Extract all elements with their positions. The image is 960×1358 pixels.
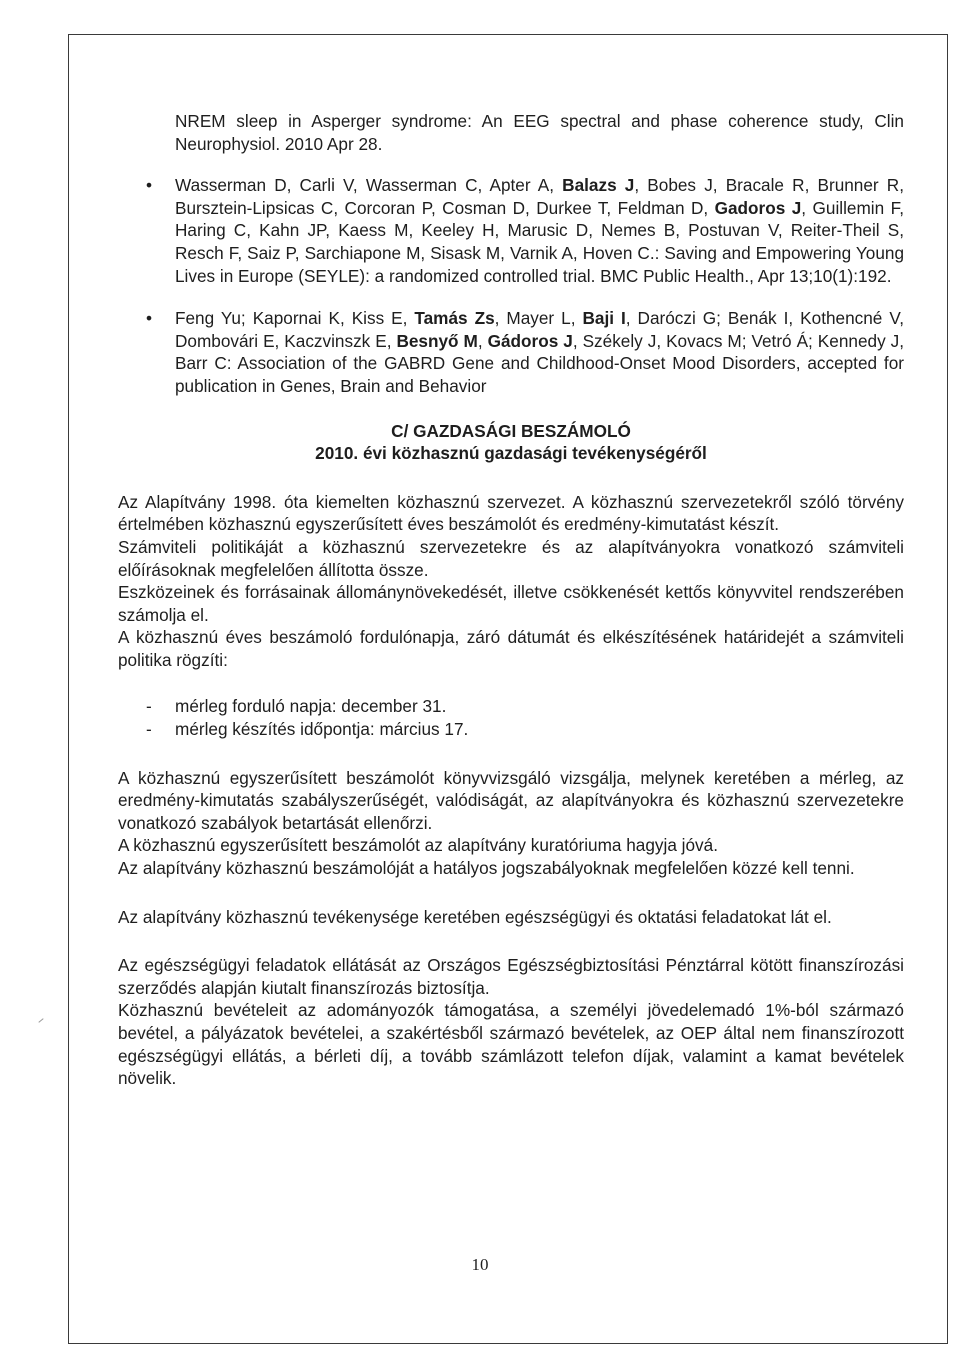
reference-author-highlight: Balazs J [562,175,635,196]
reference-item [118,174,904,287]
reference-author-text: , Bobes J, Bracale R, Brunner R, Bursztein-Lipsicas C, Corcoran P, Cosman D, Durkee T, Feldman D, [175,175,904,218]
reference-continuation: NREM sleep in Asperger syndrome: An EEG spectral and phase coherence study, Clin Neurophysiol. 2010 Apr 28. [175,111,904,154]
body-paragraph: A közhasznú egyszerűsített beszámolót az alapítvány kuratóriuma hagyja jóvá. [118,835,718,856]
scan-mark [38,1018,43,1023]
body-paragraph: Eszközeinek és forrásainak állománynövekedését, illetve csökkenését kettős könyvvitel rendszerében számolja el. [118,582,904,625]
reference-author-text: Wasserman D, Carli V, Wasserman C, Apter A, [175,175,563,196]
reference-author-text: , Daróczi G; Benák I, Kothencné V, Dombovári E, Kaczvinszk E, [175,308,905,351]
reference-item [118,307,904,397]
list-item-text: mérleg forduló napja: december 31. [175,696,447,717]
body-paragraph: A közhasznú egyszerűsített beszámolót könyvvizsgáló vizsgálja, melynek keretében a mérleg, az eredmény-kimutatás szabályszerűségét, valódiságát, az alapítványokra és közhasznú szervezetekre vonatkozó szabályok betartását ellenőrzi. [118,767,904,833]
section-heading [118,420,904,465]
body-paragraph: Az egészségügyi feladatok ellátását az Országos Egészségbiztosítási Pénztárral kötött finanszírozási szerződés alapján kiutalt finanszírozás biztosítja. [118,955,904,998]
intro-block [118,491,904,672]
reference-list [118,174,904,397]
section-subtitle: 2010. évi közhasznú gazdasági tevékenységéről [315,443,707,464]
audit-block [118,767,904,880]
page-number: 10 [471,1255,489,1274]
date-list [118,695,904,740]
reference-author-highlight: Gádoros J [487,330,573,351]
page-content [118,110,904,1090]
bullet-icon: • [146,175,153,196]
list-item [118,718,904,741]
list-item [118,695,904,718]
body-paragraph: A közhasznú éves beszámoló fordulónapja, záró dátumát és elkészítésének határidejét a számviteli politika rögzíti: [118,627,904,670]
reference-author-highlight: Tamás Zs [414,308,495,329]
section-title: C/ GAZDASÁGI BESZÁMOLÓ [391,420,631,441]
reference-author-text: , Székely J, Kovacs M; Vetró Á; Kennedy J, Barr C: Association of the GABRD Gene and Childhood-Onset Mood Disorders, accepted for publication in Genes, Brain and Behavior [175,330,905,396]
reference-author-text: , Mayer L, [494,308,583,329]
funding-block [118,954,904,1090]
body-paragraph: Közhasznú bevételeit az adományozók támogatása, a személyi jövedelemadó 1%-ból származó bevétel, a pályázatok bevételei, a szakértésből származó bevételek, az OEP által nem finanszírozott egészségügyi ellátás, a bérleti díj, a tovább számlázott telefon díjak, valamint a kamat bevételek növelik. [118,1000,904,1089]
body-paragraph: Az Alapítvány 1998. óta kiemelten közhasznú szervezet. A közhasznú szervezetekről szóló törvény értelmében közhasznú egyszerűsített éves beszámolót és eredmény-kimutatást készít. [118,491,904,535]
reference-author-highlight: Besnyő M [396,330,478,351]
body-paragraph: Az alapítvány közhasznú beszámolóját a hatályos jogszabályoknak megfelelően közzé kell tenni. [118,858,855,879]
reference-author-highlight: Baji I [582,308,626,329]
reference-author-text: , Guillemin F, Haring C, Kahn JP, Kaess M, Keeley H, Marusic D, Nemes B, Postuvan V, Reiter-Theil S, Resch F, Saiz P, Sarchiapone M, Sisask M, Varnik A, Hoven C.: Saving and Empowering Young Lives in Europe (SEYLE): a randomized controlled trial. BMC Public Health., Apr 13;10(1):192. [175,197,904,286]
dash-icon: - [146,696,152,717]
dash-icon: - [146,719,152,740]
bullet-icon: • [146,308,153,329]
reference-author-highlight: Gadoros J [714,197,802,218]
list-item-text: mérleg készítés időpontja: március 17. [175,719,469,740]
body-paragraph: Számviteli politikáját a közhasznú szervezetekre és az alapítványokra vonatkozó számviteli előírásoknak megfelelően állította össze. [118,536,904,580]
activity-paragraph: Az alapítvány közhasznú tevékenysége keretében egészségügyi és oktatási feladatokat lát el. [118,906,832,927]
reference-author-text: , [477,330,488,351]
reference-author-text: Feng Yu; Kapornai K, Kiss E, [175,308,415,329]
